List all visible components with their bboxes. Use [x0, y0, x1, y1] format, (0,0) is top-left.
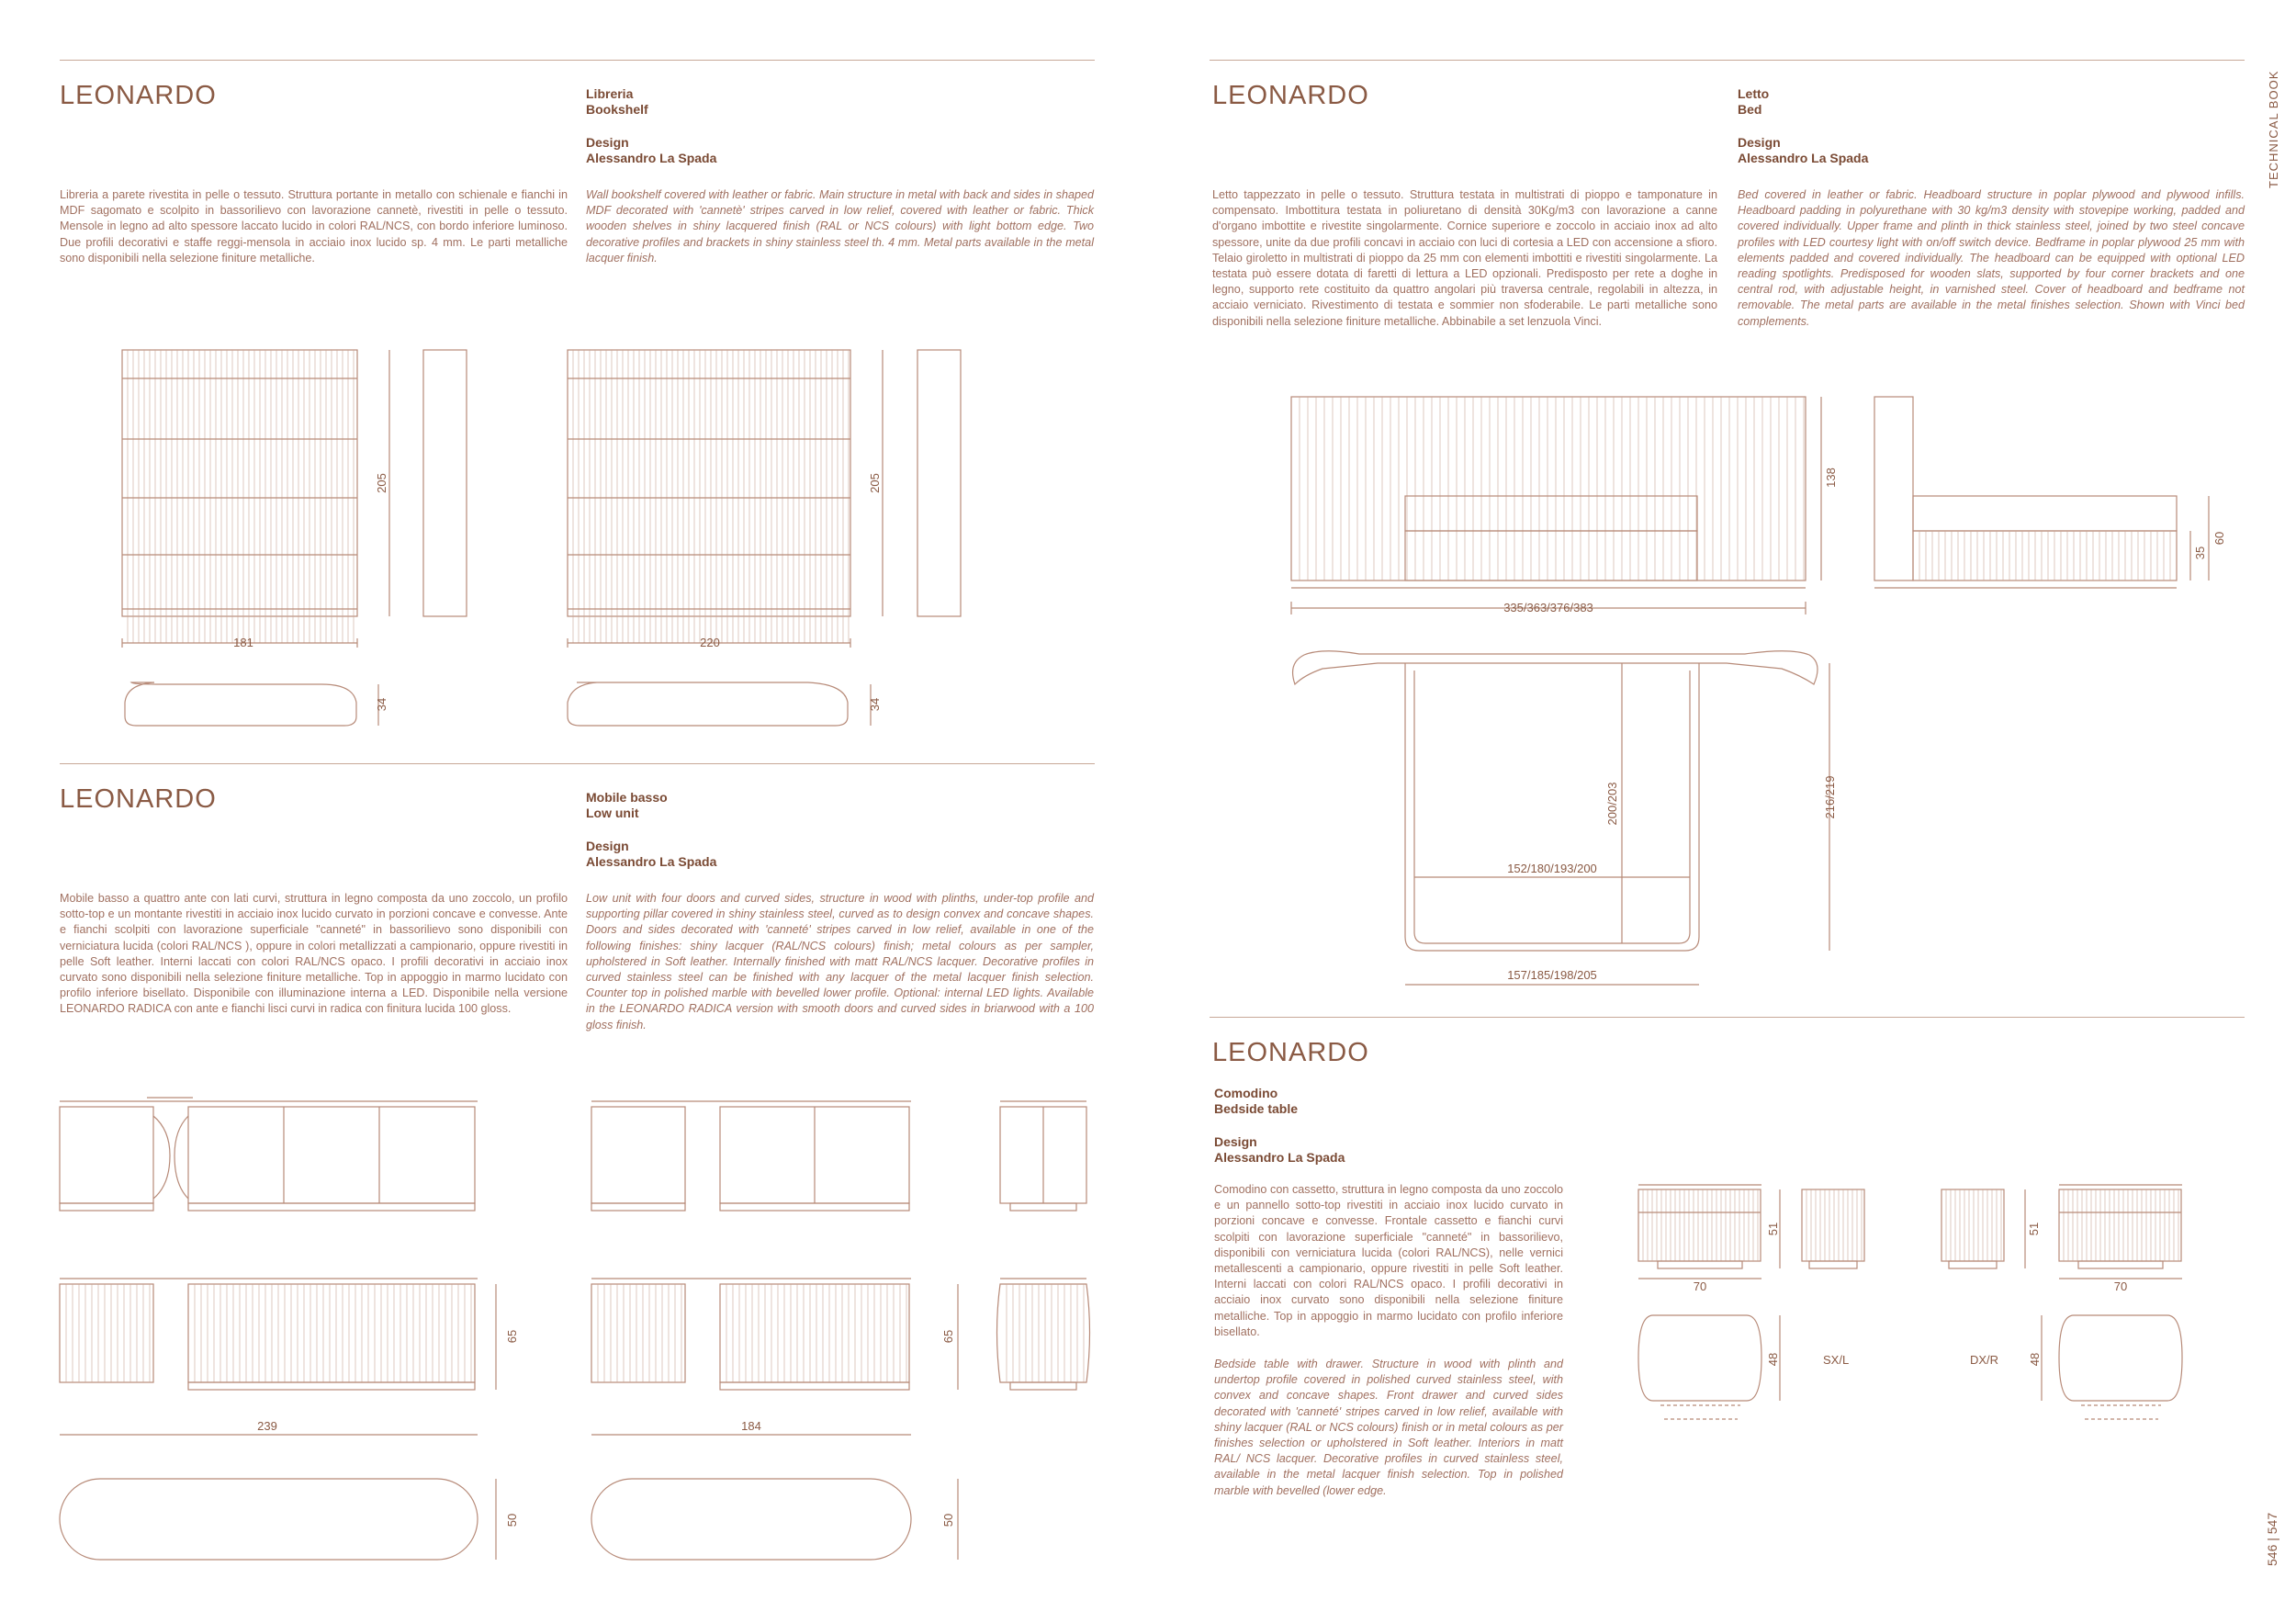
bedside-left-side-drawing	[1802, 1189, 1864, 1268]
bed-dim-mattress-width: 152/180/193/200	[1507, 862, 1597, 875]
low-unit-dim-height-1: 65	[505, 1329, 519, 1344]
bed-desc-it: Letto tappezzato in pelle o tessuto. Struttura testata in multistrati di pioppo e tamponature in compensato. Imbottitura testata in poliuretano di densità 30Kg/m3 con lavorazione a canne d'organo imbottite e rivestite singolarmente. Cornice superiore e zoccolo in acciaio inox ad alto spessore, unite da due profili concavi in acciaio con luci di cortesia a LED con accensione a sfioro. Telaio giroletto in multistrati di pioppo da 25 mm con elementi imbottiti e rivestiti singolarmente. La testata può essere dotata di faretti di lettura a LED opzionali. Predisposto per rete a doghe in legno, supporto rete costituito da quattro angolari più traversa centrale, regolabili in altezza, in acciaio verniciato. Rivestimento di testata e sommier non sfoderabile. Le parti metalliche sono disponibili nella selezione finiture metalliche. Abbinabile a set lenzuola Vinci.	[1212, 188, 1717, 328]
bookshelf-dim-depth-1: 34	[375, 697, 388, 712]
bedside-left-plan-drawing	[1638, 1315, 1761, 1401]
bedside-desc-en: Bedside table with drawer. Structure in wood with plinth and undertop profile covered in polished curved stainless steel, with convex and concave shapes. Front drawer and curved sides decorated with 'canneté' stripes carved in low relief, available with shiny lacquer (RAL or NCS colours) finish or in metal colours as per finishes selection or upholstered in Soft leather. Interiors in matt RAL/ NCS lacquer. Decorative profiles in curved stainless steel, available in the metal lacquer finish selection. Top in polished marble with bevelled (lower edge.	[1214, 1358, 1563, 1497]
bedside-left-flutes	[1643, 1189, 1758, 1261]
bed-dim-bed-height: 60	[2212, 531, 2226, 546]
low-unit-name-en: Low unit	[586, 806, 639, 820]
bookshelf-name-en: Bookshelf	[586, 102, 648, 117]
bookshelf-desc-it: Libreria a parete rivestita in pelle o tessuto. Struttura portante in metallo con schienale e fianchi in MDF sagomato e scolpito in bassorilievo con lavorazione cannetè, rivestiti in pelle o tessuto. Mensole in legno ad alto spessore laccato lucido in colori RAL/NCS, con bordo inferiore luminoso. Due profili decorativi e staffe reggi-mensola in acciaio inox lucido sp. 4 mm. Le parti metalliche sono disponibili nella selezione finiture metalliche.	[60, 188, 568, 265]
bedside-dim-height-1: 51	[1766, 1222, 1780, 1236]
bookshelf-dim-width-small: 181	[233, 636, 253, 649]
bookshelf-desc-en: Wall bookshelf covered with leather or fabric. Main structure in metal with back and sides in shaped MDF decorated with 'cannetè' stripes carved in low relief, covered with leather or fabric. Thick wooden shelves in shiny lacquered finish (RAL or NCS colours) with light bottom edge. Two decorative profiles and brackets in shiny stainless steel th. 4 mm. Metal parts available in the metal lacquer finish.	[586, 188, 1094, 265]
bed-plan-drawing	[1293, 651, 1818, 951]
low-unit-dim-depth-1: 50	[505, 1513, 519, 1527]
bed-dim-total-width: 157/185/198/205	[1507, 968, 1597, 982]
low-unit-designer: Alessandro La Spada	[586, 854, 717, 869]
bookshelf-title: LEONARDO	[60, 81, 217, 110]
low-unit-small-top-drawing	[591, 1479, 911, 1560]
bed-side-flutes	[1919, 531, 2170, 580]
bedside-left-front-drawing	[1638, 1185, 1761, 1268]
low-unit-small-front-drawing	[591, 1101, 911, 1211]
bedside-name-it: Comodino	[1214, 1086, 1278, 1100]
bed-dim-total-length: 216/219	[1823, 775, 1837, 819]
bed-title: LEONARDO	[1212, 81, 1369, 110]
bookshelf-design-label: Design	[586, 135, 629, 150]
page-numbers: 546 | 547	[2265, 1512, 2279, 1566]
bed-name-it: Letto	[1738, 86, 1770, 101]
bed-side-drawing	[1874, 397, 2177, 588]
bedside-name-en: Bedside table	[1214, 1101, 1299, 1116]
bedside-right-front-drawing	[2059, 1185, 2182, 1268]
bedside-right-plan-drawing	[2059, 1315, 2182, 1401]
low-unit-large-flutes	[66, 1284, 471, 1382]
bed-dim-head-height: 138	[1824, 468, 1838, 488]
low-unit-desc-it: Mobile basso a quattro ante con lati curvi, struttura in legno composta da uno zoccolo, un profilo sotto-top e un montante rivestiti in acciaio inox lucido curvato in porzioni concave e convesse. Ante e fianchi scolpiti con lavorazione superficiale "canneté" in bassorilievo sono disponibili con verniciatura lucida (colori RAL/NCS ), oppure in colori metallizzati a campionario, oppure rivestiti in pelle Soft leather. Interni laccati con colori RAL/NCS opaco. I profili decorativi in acciaio inox curvato sono disponibili nella selezione finiture metalliche. Top in appoggio in marmo lucidato con profilo inferiore bisellato. Disponibile con illuminazione interna a LED. Disponibile nella versione LEONARDO RADICA con ante e fianchi lisci curvi in radica con finitura lucida 100 gloss.	[60, 892, 568, 1016]
bookshelf-large-top-drawing	[568, 682, 848, 726]
low-unit-small-flutes	[598, 1284, 906, 1382]
low-unit-desc-en: Low unit with four doors and curved sides, structure in wood with plinths, under-top profile and supporting pillar covered in shiny stainless steel, curved as to design convex and concave shapes. Doors and sides decorated with 'canneté' stripes carved in low relief, available in one of the following finishes: shiny lacquer (RAL/NCS colours) finish; metal colours as per sampler, upholstered in Soft leather. Internally finished with matt RAL/NCS lacquer. Decorative profiles in curved stainless steel can be finished with any lacquer of the metal lacquer finish selection. Counter top in polished marble with bevelled lower profile. Optional: internal LED lights. Available in the LEONARDO RADICA version with smooth doors and curved sides in briarwood with a 100 gloss finish.	[586, 892, 1094, 1031]
bedside-dim-depth-1: 48	[1766, 1352, 1780, 1367]
bookshelf-small-front-drawing	[122, 350, 357, 648]
bedside-right-side-drawing	[1941, 1189, 2004, 1268]
technical-book-label: TECHNICAL BOOK	[2267, 70, 2280, 188]
bookshelf-large-flutes	[573, 350, 849, 643]
bookshelf-dim-width-large: 220	[700, 636, 720, 649]
bedside-title: LEONARDO	[1212, 1038, 1369, 1067]
bookshelf-dim-height-2: 205	[868, 473, 882, 493]
low-unit-design-label: Design	[586, 839, 629, 853]
low-unit-large-top-drawing	[60, 1479, 478, 1560]
low-unit-side-drawing	[997, 1101, 1090, 1390]
low-unit-large-front-drawing	[60, 1098, 478, 1211]
bedside-version-right: DX/R	[1970, 1353, 1999, 1367]
bedside-left-side-flutes	[1806, 1189, 1862, 1261]
bedside-dim-depth-2: 48	[2028, 1352, 2042, 1367]
bed-dim-head-width: 335/363/376/383	[1503, 601, 1593, 614]
bedside-right-flutes	[2064, 1189, 2178, 1261]
bookshelf-designer: Alessandro La Spada	[586, 151, 717, 165]
low-unit-dim-width-small: 184	[741, 1419, 761, 1433]
bookshelf-dim-depth-2: 34	[868, 697, 882, 712]
bookshelf-large-front-drawing	[568, 350, 850, 648]
low-unit-title: LEONARDO	[60, 784, 217, 814]
bed-dim-mattress-length: 200/203	[1605, 782, 1619, 826]
bed-front-drawing	[1291, 397, 1806, 614]
bedside-desc-it: Comodino con cassetto, struttura in legno composta da uno zoccolo e un pannello sotto-top rivestiti in acciaio inox lucido curvato in porzioni concave e convesse. Frontale cassetto e fianchi curvi scolpiti con lavorazione superficiale "canneté" in bassorilievo, disponibili con verniciatura lucida (colori RAL/NCS), nelle vernici metallescenti a campionario, oppure rivestiti in pelle Soft leather. Interni laccati con colori RAL/NCS opaco. I profili decorativi in acciaio inox curvato sono disponibili nella selezione finiture metalliche. Top in appoggio in marmo lucidato con profilo inferiore bisellato.	[1214, 1183, 1563, 1338]
low-unit-dim-height-2: 65	[941, 1329, 955, 1344]
bed-name-en: Bed	[1738, 102, 1762, 117]
bedside-dim-height-2: 51	[2027, 1222, 2041, 1236]
low-unit-name-it: Mobile basso	[586, 790, 668, 805]
low-unit-large-fluted-drawing	[60, 1279, 478, 1390]
bed-design-label: Design	[1738, 135, 1781, 150]
bed-designer: Alessandro La Spada	[1738, 151, 1869, 165]
bedside-dim-width-1: 70	[1693, 1279, 1707, 1293]
bedside-right-side-flutes	[1946, 1189, 2001, 1261]
low-unit-small-fluted-drawing	[591, 1279, 911, 1390]
bed-head-flutes	[1300, 397, 1804, 580]
low-unit-dim-width-large: 239	[257, 1419, 277, 1433]
bookshelf-name-it: Libreria	[586, 86, 634, 101]
low-unit-side-flutes	[1007, 1284, 1084, 1382]
bedside-version-left: SX/L	[1823, 1353, 1850, 1367]
bedside-dim-width-2: 70	[2113, 1279, 2128, 1293]
bookshelf-small-flutes	[128, 350, 354, 643]
low-unit-dim-depth-2: 50	[941, 1513, 955, 1527]
bedside-design-label: Design	[1214, 1134, 1257, 1149]
bed-desc-en: Bed covered in leather or fabric. Headboard structure in poplar plywood and plywood infills. Headboard padding in polyurethane with 30 kg/m3 density with stovepipe working, padded and covered individually. Upper frame and plinth in thick stainless steel, joined by two steel concave profiles with LED courtesy light with on/off switch device. Bedframe in poplar plywood 25 mm with elements padded and covered individually. The headboard can be equipped with optional LED reading spotlights. Predisposed for wooden slats, supported by four corner brackets and one central rod, with adjustable height, in varnished steel. Cover of headboard and bedframe not removable. The metal parts are available in the metal finishes selection. Shown with Vinci bed complements.	[1738, 188, 2245, 328]
bedside-designer: Alessandro La Spada	[1214, 1150, 1345, 1165]
bookshelf-small-top-drawing	[125, 682, 356, 726]
bookshelf-large-side-drawing	[917, 350, 961, 616]
bookshelf-dim-height-1: 205	[375, 473, 388, 493]
bed-dim-frame-height: 35	[2193, 546, 2207, 560]
bookshelf-small-side-drawing	[423, 350, 467, 616]
